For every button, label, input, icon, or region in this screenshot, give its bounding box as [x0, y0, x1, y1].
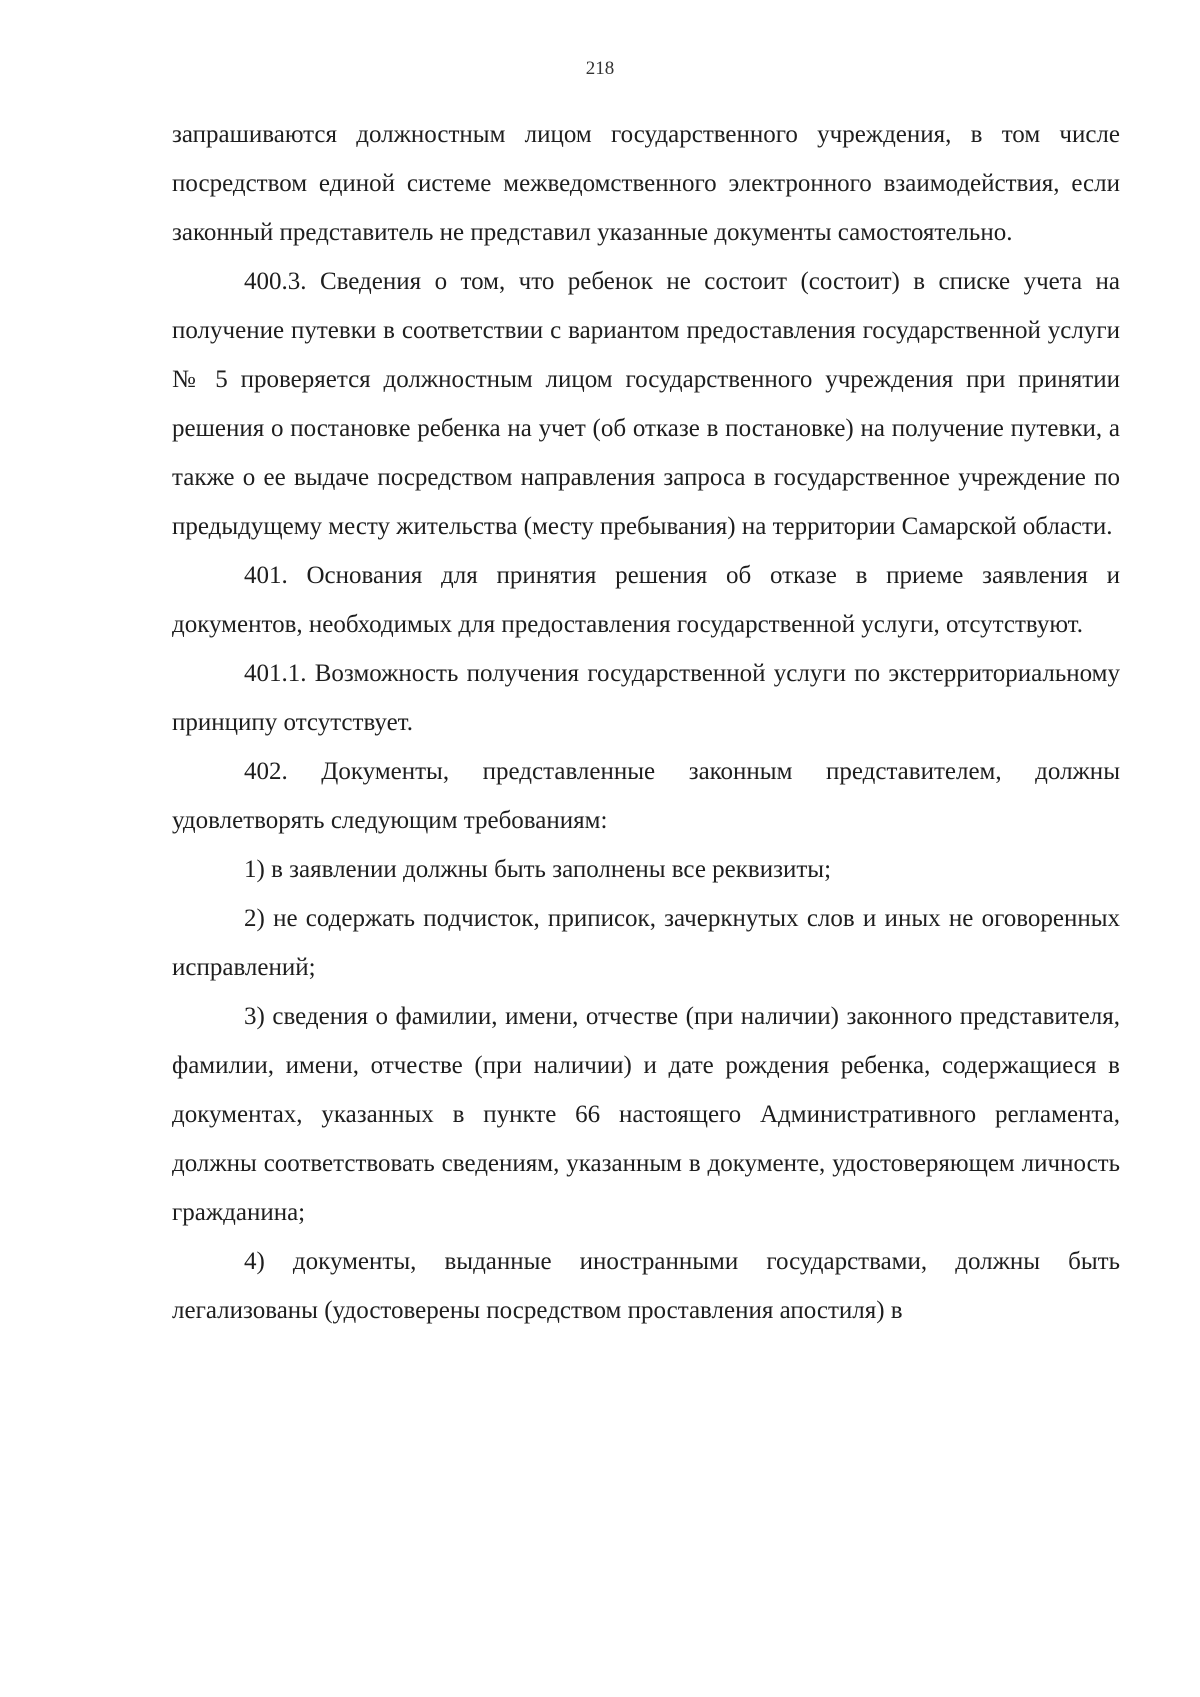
paragraph-continuation: запрашиваются должностным лицом государственного учреждения, в том числе посредством единой системе межведомственного электронного взаимодействия, если законный представитель не представил указанные документы самостоятельно. — [172, 121, 1120, 246]
document-body — [172, 110, 1120, 1335]
list-item-3: 3) сведения о фамилии, имени, отчестве (при наличии) законного представителя, фамилии, имени, отчестве (при наличии) и дате рождения ребенка, содержащиеся в документах, указанных в пункте 66 настоящего Административного регламента, должны соответствовать сведениям, указанным в документе, удостоверяющем личность гражданина; — [172, 1003, 1120, 1226]
paragraph-402: 402. Документы, представленные законным представителем, должны удовлетворять следующим требованиям: — [172, 758, 1120, 834]
paragraph-401: 401. Основания для принятия решения об отказе в приеме заявления и документов, необходимых для предоставления государственной услуги, отсутствуют. — [172, 562, 1120, 638]
paragraph-401-1: 401.1. Возможность получения государственной услуги по экстерриториальному принципу отсутствует. — [172, 660, 1120, 736]
list-item-2: 2) не содержать подчисток, приписок, зачеркнутых слов и иных не оговоренных исправлений; — [172, 905, 1120, 981]
list-item-4: 4) документы, выданные иностранными государствами, должны быть легализованы (удостоверены посредством проставления апостиля) в — [172, 1248, 1120, 1324]
list-item-1: 1) в заявлении должны быть заполнены все реквизиты; — [244, 856, 832, 883]
paragraph-400-3: 400.3. Сведения о том, что ребенок не состоит (состоит) в списке учета на получение путевки в соответствии с вариантом предоставления государственной услуги № 5 проверяется должностным лицом государственного учреждения при принятии решения о постановке ребенка на учет (об отказе в постановке) на получение путевки, а также о ее выдаче посредством направления запроса в государственное учреждение по предыдущему месту жительства (месту пребывания) на территории Самарской области. — [172, 268, 1120, 540]
page-number: 218 — [585, 58, 615, 79]
